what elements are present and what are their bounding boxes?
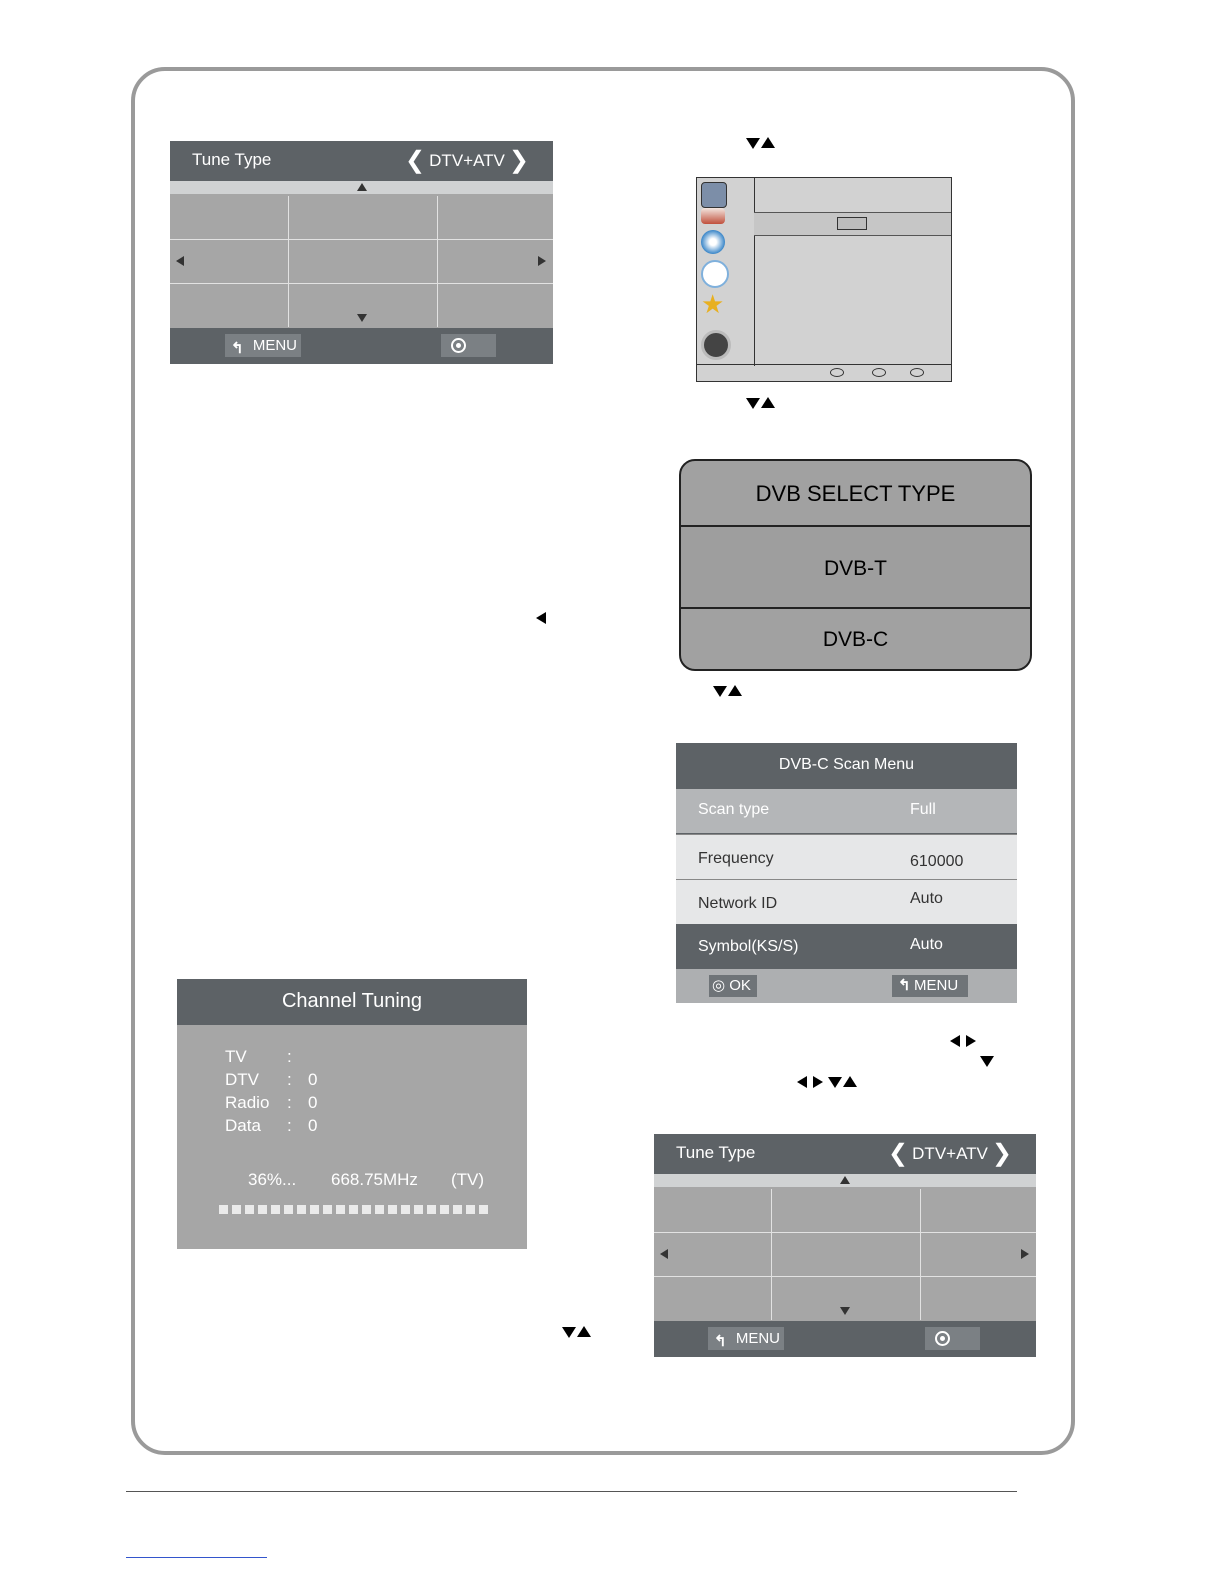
chevron-left-icon[interactable]: ❮	[405, 147, 426, 174]
progress-segment	[245, 1205, 254, 1214]
scroll-up-strip[interactable]	[654, 1174, 1036, 1187]
radio-label: Radio	[225, 1093, 270, 1112]
dvb-t-option[interactable]: DVB-T	[681, 527, 1030, 609]
ok-icon	[910, 368, 924, 377]
menu-row-button[interactable]	[837, 217, 867, 230]
scan-type-row[interactable]	[676, 789, 1017, 833]
progress-segment	[297, 1205, 306, 1214]
chevron-right-icon[interactable]: ❯	[508, 147, 529, 174]
progress-segment	[258, 1205, 267, 1214]
ok-button[interactable]	[925, 1327, 980, 1350]
data-value: 0	[308, 1116, 318, 1135]
scan-menu-footer	[676, 969, 1017, 1003]
progress-percent: 36%...	[248, 1170, 297, 1189]
dvb-select-dialog	[679, 459, 1032, 671]
arrow-up-icon	[357, 183, 367, 191]
progress-segment	[232, 1205, 241, 1214]
menu-label: MENU	[914, 977, 959, 994]
scroll-up-strip[interactable]	[170, 181, 553, 194]
option-star-icon[interactable]: ★	[701, 289, 725, 319]
scan-mode: (TV)	[451, 1170, 485, 1189]
progress-segment	[414, 1205, 423, 1214]
arrow-up-icon	[728, 685, 742, 696]
arrow-down-icon	[746, 138, 760, 149]
progress-segment	[466, 1205, 475, 1214]
progress-segment	[284, 1205, 293, 1214]
ok-button[interactable]	[441, 334, 496, 357]
dvb-c-option[interactable]: DVB-C	[822, 628, 889, 651]
progress-segment	[336, 1205, 345, 1214]
row-label: Symbol(KS/S)	[698, 938, 799, 955]
sound-icon[interactable]	[701, 230, 725, 254]
arrow-left-icon	[797, 1076, 807, 1088]
progress-segment	[323, 1205, 332, 1214]
progress-segment	[219, 1205, 228, 1214]
ok-icon	[451, 338, 466, 353]
progress-segment	[388, 1205, 397, 1214]
frequency-row[interactable]	[676, 834, 1017, 879]
arrow-left-icon[interactable]	[660, 1249, 668, 1259]
progress-segment	[427, 1205, 436, 1214]
channel-tuning-panel	[177, 979, 527, 1249]
row-value: Full	[910, 801, 936, 818]
menu-button[interactable]	[708, 1327, 784, 1350]
arrow-down-icon[interactable]	[840, 1307, 850, 1315]
tune-type-footer	[654, 1321, 1036, 1357]
dtv-sep: :	[287, 1070, 292, 1089]
arrow-down-icon	[746, 398, 760, 409]
tune-type-value: DTV+ATV	[429, 151, 505, 170]
arrow-left-icon	[536, 612, 546, 624]
setup-menu-thumbnail	[696, 177, 952, 382]
arrow-up-icon	[843, 1076, 857, 1087]
scan-menu-title: DVB-C Scan Menu	[778, 756, 915, 773]
row-label: Frequency	[698, 850, 774, 867]
tune-type-selector[interactable]	[401, 146, 533, 175]
tune-type-value: DTV+ATV	[912, 1144, 988, 1163]
menu-highlight-row[interactable]	[754, 212, 951, 236]
arrow-down-icon	[562, 1327, 576, 1338]
arrow-down-icon	[828, 1077, 842, 1088]
progress-segment	[479, 1205, 488, 1214]
arrow-up-icon	[577, 1326, 591, 1337]
channel-icon[interactable]	[701, 182, 727, 208]
dtv-label: DTV	[225, 1070, 259, 1089]
arrow-up-icon	[761, 137, 775, 148]
progress-segment	[453, 1205, 462, 1214]
time-icon[interactable]	[701, 260, 729, 288]
dvb-select-title: DVB SELECT TYPE	[681, 461, 1030, 527]
chevron-left-icon[interactable]: ❮	[888, 1140, 909, 1167]
network-id-row[interactable]	[676, 879, 1017, 924]
menu-button[interactable]	[892, 975, 968, 997]
scan-frequency: 668.75MHz	[331, 1170, 418, 1189]
progress-segment	[310, 1205, 319, 1214]
arrow-up-icon	[761, 397, 775, 408]
picture-icon[interactable]	[701, 208, 725, 224]
back-icon: ↰	[898, 977, 911, 994]
tune-type-selector[interactable]	[884, 1139, 1016, 1168]
ok-icon	[935, 1331, 950, 1346]
menu-button[interactable]	[225, 334, 301, 357]
lock-icon[interactable]	[701, 330, 731, 360]
footer-link-underline	[126, 1557, 267, 1558]
arrow-down-icon	[713, 686, 727, 697]
row-value: 610000	[910, 853, 964, 870]
menu-icon-column	[697, 178, 755, 366]
progress-segment	[401, 1205, 410, 1214]
progress-segment	[349, 1205, 358, 1214]
ok-button[interactable]: ◎ OK	[709, 975, 757, 997]
arrow-right-icon	[813, 1076, 823, 1088]
tune-type-label: Tune Type	[192, 150, 272, 169]
tune-type-footer	[170, 328, 553, 364]
dtv-value: 0	[308, 1070, 318, 1089]
tune-type-header	[170, 141, 553, 181]
dvbc-scan-menu	[676, 743, 1017, 1003]
tune-type-label: Tune Type	[676, 1143, 756, 1162]
data-sep: :	[287, 1116, 292, 1135]
menu-status-bar	[697, 364, 951, 381]
back-icon	[830, 368, 844, 377]
arrow-down-icon	[980, 1056, 994, 1067]
back-icon: ↰	[714, 1333, 727, 1350]
arrow-right-icon[interactable]	[538, 256, 546, 266]
channel-tuning-title: Channel Tuning	[177, 979, 527, 1025]
arrow-down-icon[interactable]	[357, 314, 367, 322]
arrow-right-icon	[966, 1035, 976, 1047]
move-icon	[872, 368, 886, 377]
progress-bar	[219, 1201, 492, 1219]
back-icon: ↰	[231, 340, 244, 357]
progress-segment	[440, 1205, 449, 1214]
chevron-right-icon[interactable]: ❯	[991, 1140, 1012, 1167]
menu-label: MENU	[735, 1330, 780, 1347]
tv-sep: :	[287, 1047, 292, 1066]
arrow-up-icon	[840, 1176, 850, 1184]
row-label: Scan type	[698, 801, 770, 818]
tune-grid	[654, 1189, 1036, 1320]
menu-label: MENU	[252, 337, 297, 354]
symbol-row[interactable]	[676, 924, 1017, 968]
tune-grid	[170, 196, 553, 327]
tune-type-panel-bottom	[654, 1134, 1036, 1357]
progress-segment	[375, 1205, 384, 1214]
tune-type-header	[654, 1134, 1036, 1174]
row-value: Auto	[910, 890, 943, 907]
arrow-right-icon[interactable]	[1021, 1249, 1029, 1259]
row-label: Network ID	[698, 895, 778, 912]
row-value: Auto	[910, 936, 943, 953]
footer-rule	[126, 1491, 1017, 1492]
arrow-left-icon[interactable]	[176, 256, 184, 266]
radio-sep: :	[287, 1093, 292, 1112]
data-label: Data	[225, 1116, 261, 1135]
tune-type-panel-top	[170, 141, 553, 364]
arrow-left-icon	[950, 1035, 960, 1047]
progress-segment	[271, 1205, 280, 1214]
radio-value: 0	[308, 1093, 318, 1112]
progress-segment	[362, 1205, 371, 1214]
tv-label: TV	[225, 1047, 247, 1066]
